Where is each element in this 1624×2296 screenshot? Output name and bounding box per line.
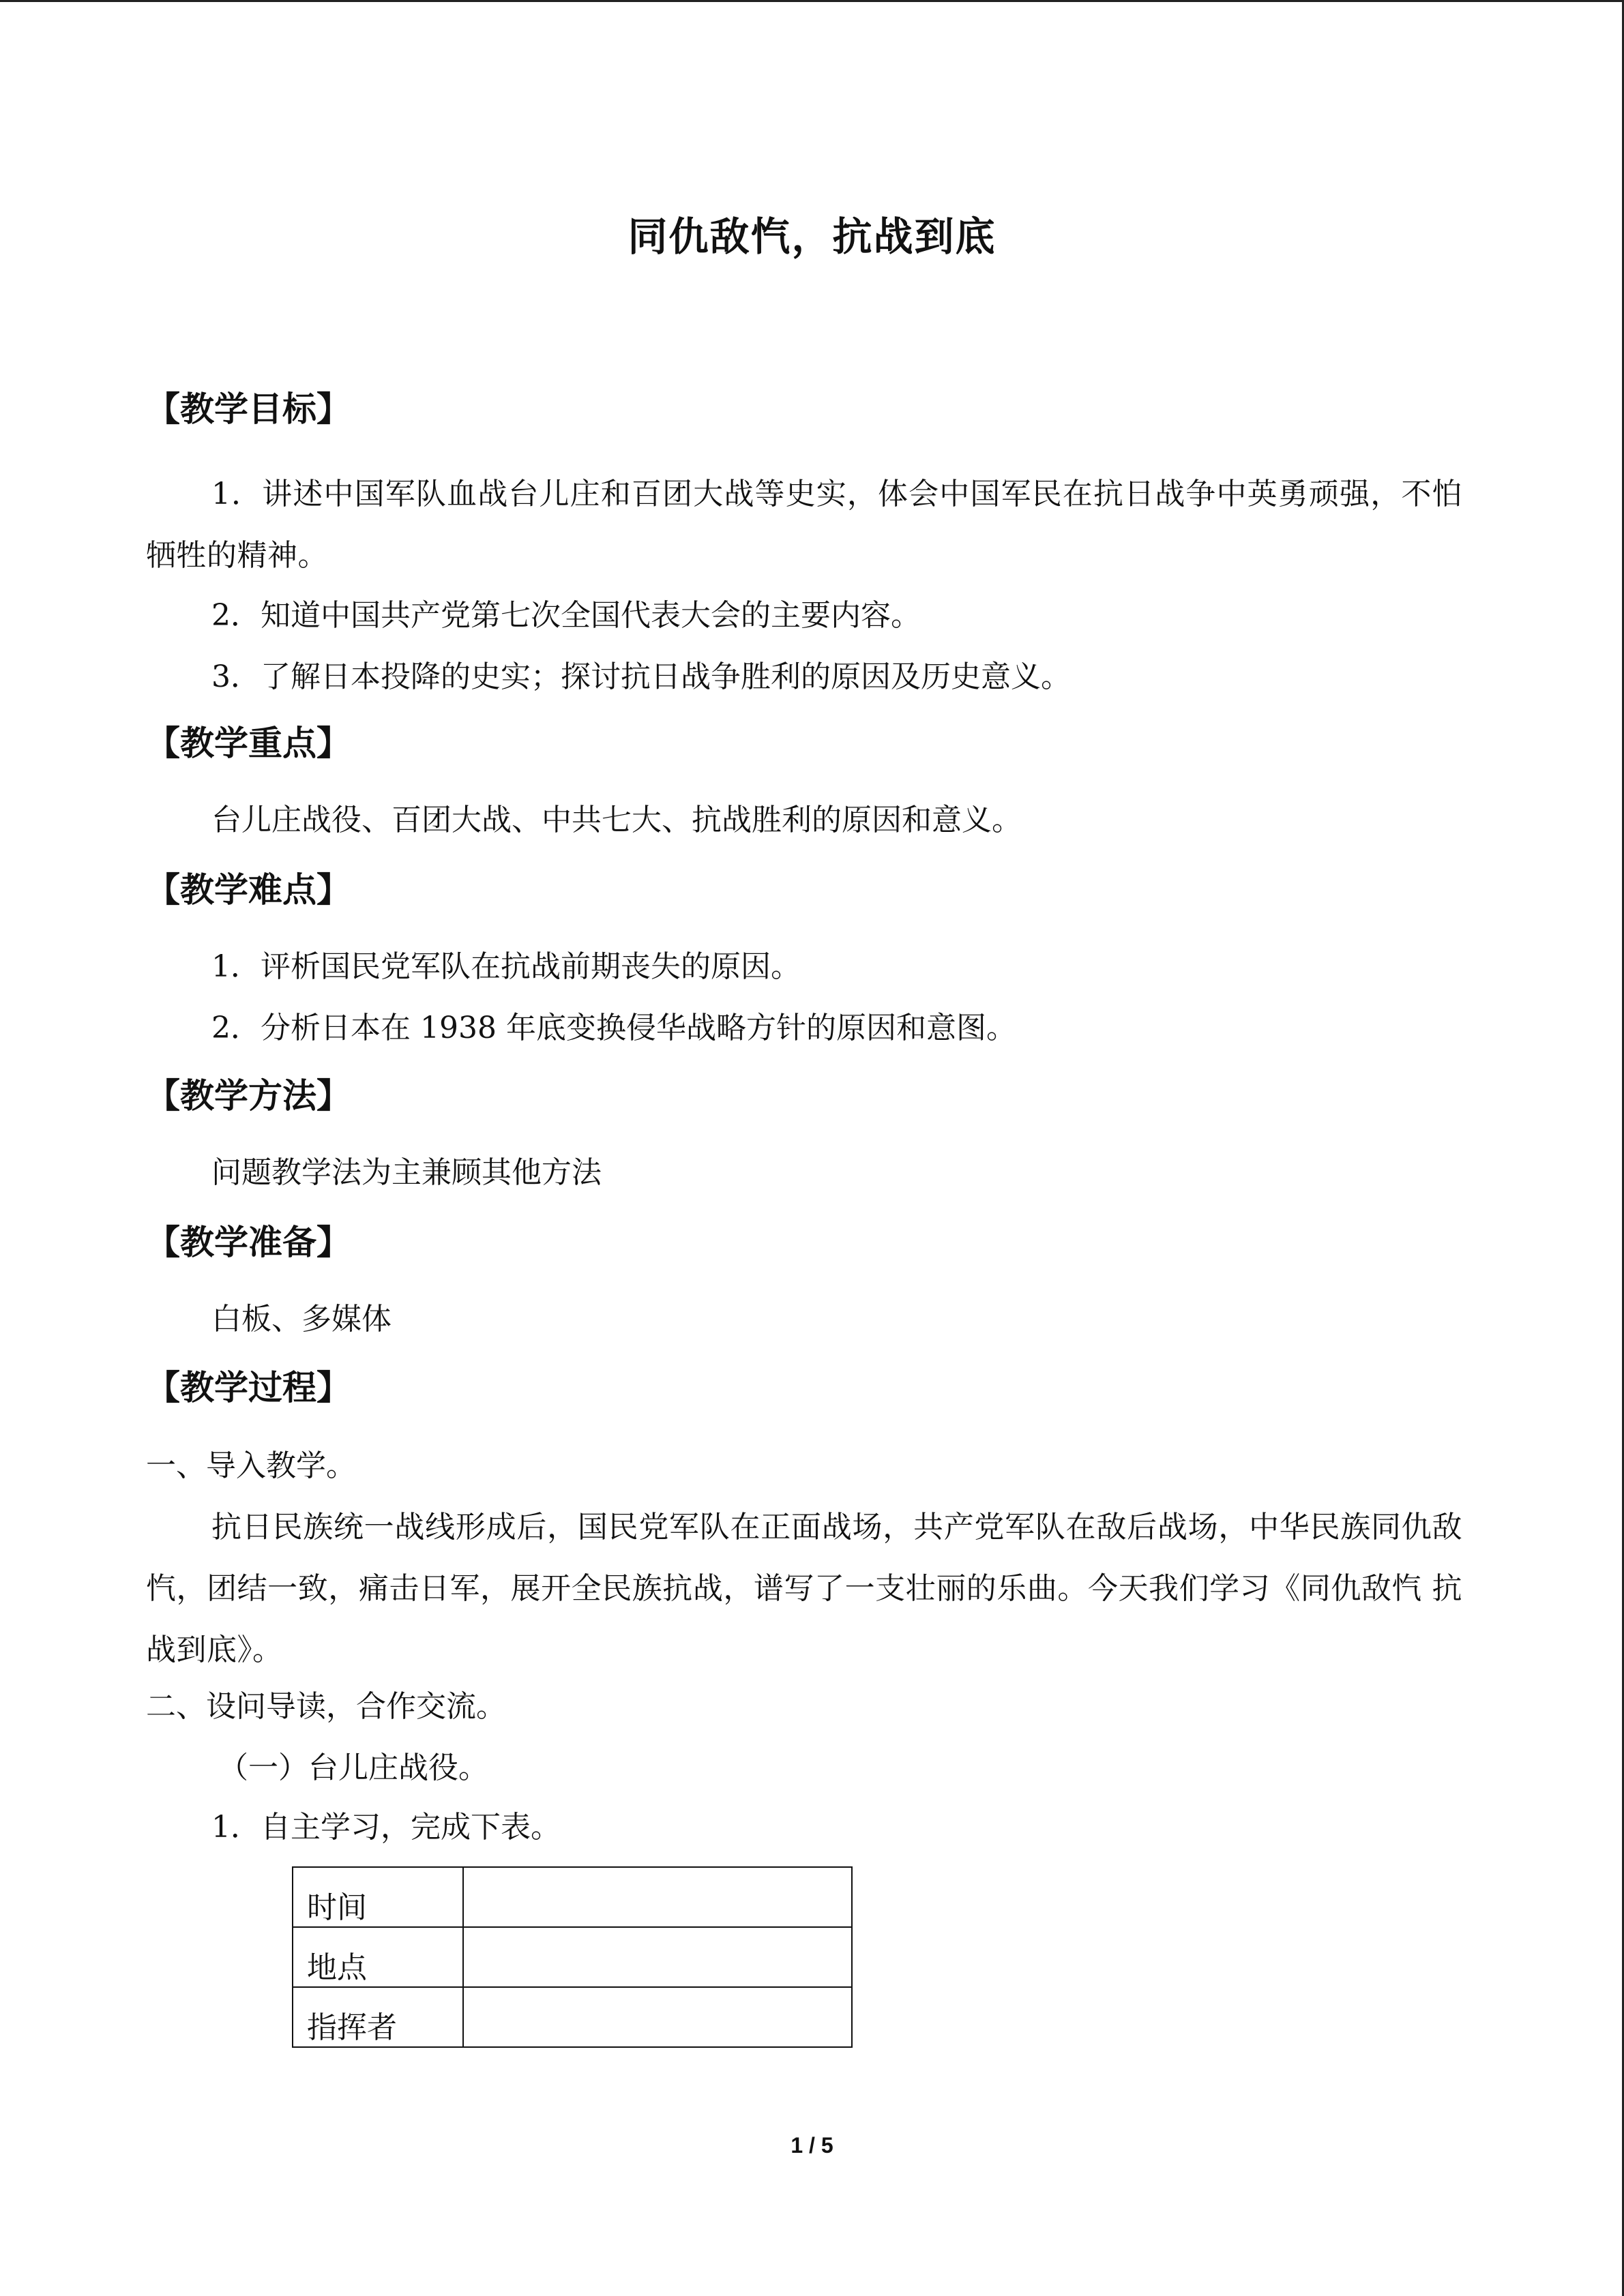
process-sub-1: （一）台儿庄战役。 bbox=[218, 1750, 488, 1785]
process-step-1: 一、导入教学。 bbox=[146, 1448, 356, 1483]
methods-text: 问题教学法为主兼顾其他方法 bbox=[211, 1155, 602, 1190]
table-cell-label: 地点 bbox=[293, 1927, 463, 1987]
table-cell-value bbox=[463, 1987, 852, 2047]
objective-item-3: 3．了解日本投降的史实；探讨抗日战争胜利的原因及历史意义。 bbox=[211, 659, 1071, 694]
objective-item-1: 1．讲述中国军队血战台儿庄和百团大战等史实，体会中国军民在抗日战争中英勇顽强，不怕牺牲的精神。 bbox=[146, 477, 1462, 573]
table-cell-value bbox=[463, 1927, 852, 1987]
battle-info-table bbox=[292, 1866, 853, 2048]
table-cell-label: 指挥者 bbox=[293, 1987, 463, 2047]
preparation-text: 白板、多媒体 bbox=[211, 1302, 392, 1337]
difficulty-item-1: 1．评析国民党军队在抗战前期丧失的原因。 bbox=[211, 949, 801, 984]
table-cell-value bbox=[463, 1867, 852, 1927]
table-cell-label: 时间 bbox=[293, 1867, 463, 1927]
process-step-2: 二、设问导读，合作交流。 bbox=[146, 1689, 506, 1724]
heading-methods: 【教学方法】 bbox=[146, 1076, 351, 1116]
page-top-border bbox=[0, 0, 1624, 2]
heading-process: 【教学过程】 bbox=[146, 1368, 351, 1407]
heading-preparation: 【教学准备】 bbox=[146, 1223, 351, 1262]
table-row bbox=[293, 1987, 852, 2047]
page-number: 1 / 5 bbox=[791, 2133, 833, 2158]
table-row bbox=[293, 1927, 852, 1987]
process-step-1-paragraph: 抗日民族统一战线形成后，国民党军队在正面战场，共产党军队在敌后战场，中华民族同仇敌忾，团结一致，痛击日军，展开全民族抗战，谱写了一支壮丽的乐曲。今天我们学习《同仇敌忾 抗战到底》。 bbox=[146, 1510, 1462, 1667]
page-title: 同仇敌忾，抗战到底 bbox=[628, 213, 996, 260]
difficulty-item-2: 2．分析日本在 1938 年底变换侵华战略方针的原因和意图。 bbox=[211, 1011, 1016, 1045]
table-row bbox=[293, 1867, 852, 1927]
heading-difficulties: 【教学难点】 bbox=[146, 870, 351, 910]
process-task-1: 1．自主学习，完成下表。 bbox=[211, 1810, 561, 1845]
heading-key-points: 【教学重点】 bbox=[146, 724, 351, 763]
key-points-text: 台儿庄战役、百团大战、中共七大、抗战胜利的原因和意义。 bbox=[211, 803, 1022, 837]
objective-item-2: 2．知道中国共产党第七次全国代表大会的主要内容。 bbox=[211, 598, 921, 633]
heading-objectives: 【教学目标】 bbox=[146, 389, 351, 429]
